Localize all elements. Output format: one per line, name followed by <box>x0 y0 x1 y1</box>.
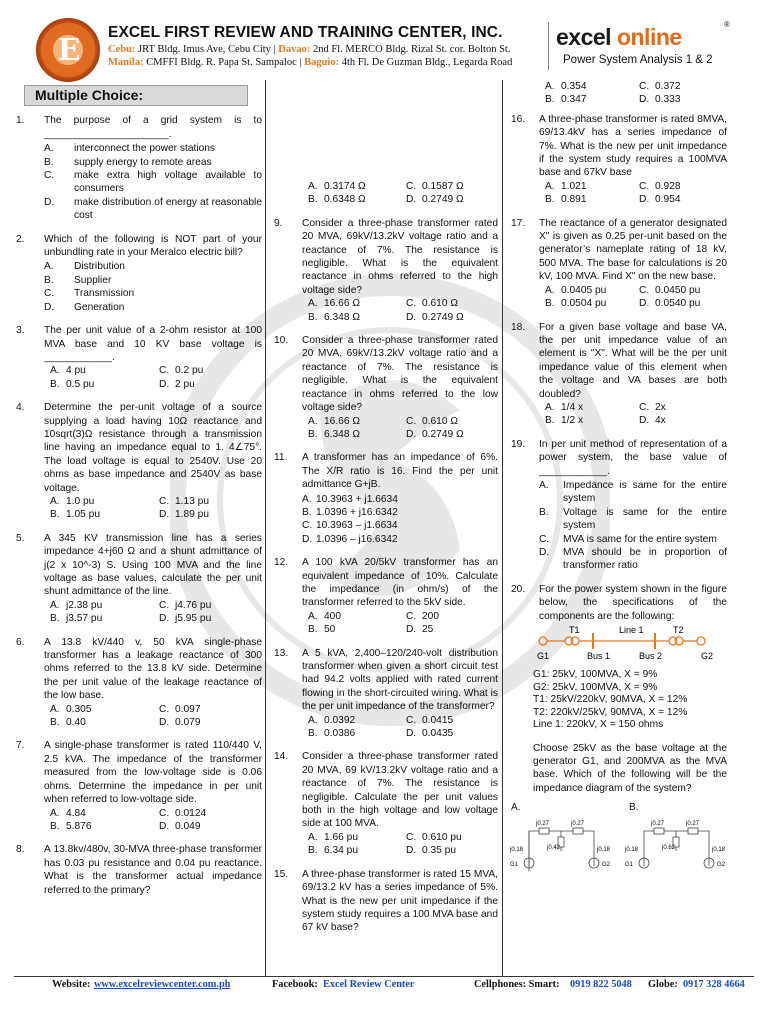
option-a: A. Impedance is same for the entire system <box>539 479 727 505</box>
question-19: 19. In per unit method of representation of a power system, the base value of ____________. A. Impedance is same for the entire system B. Voltage is same for the entire system C. MVA is same for the entire system D. MVA should be in proportion of transformer ratio <box>511 438 727 572</box>
g2-symbol <box>697 637 705 645</box>
option-a: A. 1/4 x <box>545 401 584 413</box>
svg-text:G1: G1 <box>510 862 519 869</box>
option-b: B. 0.347 <box>545 94 587 106</box>
option-b: B. 0.5 pu <box>50 378 95 390</box>
spec-t2: T2: 220kV/25kV, 90MVA, X = 12% <box>533 706 688 718</box>
question-18: 18. For a given base voltage and base VA, the per unit impedance value of an element is "X". What will be the per unit impedance value of this element when the voltage and VA bases are both doubled? A. 1/4 x C. 2x B. 1/2 x D. 4x <box>511 321 727 427</box>
manila-label: Manila: <box>108 57 144 68</box>
option-c: C. 0.610 Ω <box>406 298 458 310</box>
t2-winding-2 <box>675 637 683 645</box>
question-14: 14. Consider a three-phase transformer rated 20 MVA, 69 kV/13.2kV voltage ratio and a reactance of 7%. The resistance is negligible. Calculate the per unit values both in the high voltage and low voltage side at 100 MVA. A. 1.66 pu C. 0.610 pu B. 6.34 pu D. 0.35 pu <box>274 751 498 857</box>
question-8: 8. A 13.8kv/480v, 30-MVA three-phase transformer has 0.03 pu resistance and 0.04 pu reactance. What is the transformer actual impedance referred to the primary? <box>16 844 262 896</box>
cebu-address: JRT Bldg. Imus Ave, Cebu City | <box>135 44 279 55</box>
option-d: D. 0.049 <box>159 820 201 832</box>
subject-title: Power System Analysis 1 & 2 <box>563 54 713 66</box>
baguio-label: Baguio: <box>304 57 340 68</box>
facebook-link[interactable]: Excel Review Center <box>323 979 415 990</box>
diagram-a-label: A. <box>511 802 521 814</box>
option-d: D. MVA should be in proportion of transformer ratio <box>539 547 727 572</box>
option-a: A. interconnect the power stations <box>44 143 216 155</box>
option-a: A. Distribution <box>44 261 125 273</box>
option-c: C. 0.928 <box>639 180 681 192</box>
spec-line1: Line 1: 220kV, X = 150 ohms <box>533 719 664 731</box>
question-17: 17. The reactance of a generator designated X" is given as 0.25 per-unit based on the generator’s nameplate rating of 18 kV, 500 MVA. The base for calculations is 20 kV, 100 MVA. Find X" on the new base. A. 0.0405 pu C. 0.0450 pu B. 0.0504 pu D. 0.0540 pu <box>511 217 727 310</box>
option-d: D. Generation <box>44 301 125 313</box>
footer <box>0 976 768 992</box>
option-c: C. make extra high voltage available to consumers <box>44 170 262 195</box>
question-10: 10. Consider a three-phase transformer rated 20 MVA, 69kV/13.2kV voltage ratio and a reactance of 7%. The resistance is negligible. What is the equivalent reactance in ohms referred to the low voltage side? A. 16.66 Ω C. 0.610 Ω B. 6.348 Ω D. 0.2749 Ω <box>274 335 498 440</box>
option-a: A. 4.84 <box>50 807 86 819</box>
question-20-continued: Choose 25kV as the base voltage at the generator G1, and 200MVA as the MVA base. Which of the following will be the impedance diagram of the system? <box>533 742 727 794</box>
option-c: C. 10.3963 – j1.6634 <box>302 520 398 532</box>
option-a: A. 16.66 Ω <box>308 415 360 427</box>
option-b: B. 6.348 Ω <box>308 428 360 440</box>
option-c: C. 2x <box>639 401 666 413</box>
option-b: B. 50 <box>308 624 336 636</box>
option-d: D. 0.0435 <box>406 728 454 740</box>
option-b: B. 1.05 pu <box>50 509 100 521</box>
option-b: B. Supplier <box>44 274 112 286</box>
option-b: B. supply energy to remote areas <box>44 156 212 168</box>
option-d: D. 1.89 pu <box>159 509 209 521</box>
option-d: D. make distribution of energy at reasonable cost <box>44 196 262 222</box>
option-a: A. 1.66 pu <box>308 831 358 843</box>
svg-text:j0.27: j0.27 <box>651 821 665 828</box>
option-a: A. 0.0392 <box>308 714 356 726</box>
question-6: 6. A 13.8 kV/440 v, 50 kVA single-phase transformer has a leakage reactance of 300 ohms referred to the 13.8 kV side. Determine the per unit value of the leakage reactance of the low base. A. 0.305 C. 0.097 B. 0.40 D. 0.079 <box>16 636 262 729</box>
question-9: 9. Consider a three-phase transformer rated 20 MVA, 69kV/13.2kV voltage ratio and a reactance of 7%. The resistance is negligible. What is the equivalent reactance in ohms referred to the high voltage side? A. 16.66 Ω C. 0.610 Ω B. 6.348 Ω D. 0.2749 Ω <box>274 217 498 323</box>
option-d: D. 0.333 <box>639 94 681 106</box>
option-b: B. 6.34 pu <box>308 845 358 857</box>
facebook-label: Facebook: <box>272 979 318 990</box>
brand-logo: excel online <box>556 24 682 50</box>
question-8-options <box>272 180 498 207</box>
option-a: A. 0.0405 pu <box>545 284 607 296</box>
svg-text:j0.18: j0.18 <box>597 847 611 854</box>
svg-text:j0.62: j0.62 <box>662 845 676 852</box>
svg-text:j0.18: j0.18 <box>712 847 726 854</box>
t2-label: T2 <box>673 625 684 636</box>
g2-label: G2 <box>701 651 714 662</box>
spec-g1: G1: 25kV, 100MVA, X = 9% <box>533 669 658 681</box>
option-b: B. j3.57 pu <box>50 613 103 625</box>
option-d: D. 4x <box>639 415 666 427</box>
option-d: D. 0.2749 Ω <box>406 194 464 206</box>
svg-text:j0.18: j0.18 <box>510 847 524 854</box>
column-1 <box>14 80 262 907</box>
question-5: 5. A 345 KV transmission line has a series impedance 4+j60 Ω and a shunt admittance of j(2 x 10^-3) S. Using 100 MVA and the line voltage as base values, calculate the per unit shunt admittance of the line. A. j2.38 pu C. j4.76 pu B. j3.57 pu D. j5.95 pu <box>16 532 262 625</box>
option-c: C. 0.0415 <box>406 714 454 726</box>
option-b: B. 1.0396 + j16.6342 <box>302 506 398 518</box>
column-3 <box>509 80 727 881</box>
impedance-diagrams <box>509 801 727 881</box>
globe-number: 0917 328 4664 <box>683 979 745 990</box>
option-b: B. 1/2 x <box>545 415 584 427</box>
option-d: D. 0.35 pu <box>406 845 456 857</box>
power-system-figure <box>509 623 727 667</box>
website-link[interactable]: www.excelreviewcenter.com.ph <box>94 979 231 990</box>
website-label: Website: <box>52 979 91 990</box>
diagram-b-label: B. <box>629 802 639 814</box>
option-c: C. 0.372 <box>639 81 681 92</box>
header <box>0 0 768 76</box>
option-a: A. 0.3174 Ω <box>308 181 366 192</box>
bus1-label: Bus 1 <box>587 651 611 662</box>
option-a: A. 400 <box>308 610 341 622</box>
option-b: B. 6.348 Ω <box>308 311 360 323</box>
option-c: C. 0.610 Ω <box>406 415 458 427</box>
option-a: A. j2.38 pu <box>50 599 103 611</box>
phones-label: Cellphones: Smart: <box>474 979 560 990</box>
option-b: B. Voltage is same for the entire system <box>539 506 727 532</box>
question-12: 12. A 100 kVA 20/5kV transformer has an equivalent impedance of 10%. Calculate the impedance (in ohm/s) of the transformer referred to the 5kV side. A. 400 C. 200 B. 50 D. 25 <box>274 557 498 636</box>
address-line-2 <box>108 57 512 68</box>
header-divider <box>548 22 549 70</box>
option-b: B. 0.6348 Ω <box>308 194 366 206</box>
baguio-address: 4th Fl. De Guzman Bldg., Legarda Road <box>339 57 513 68</box>
diagram-b <box>624 811 729 881</box>
davao-label: Davao: <box>278 44 311 55</box>
spec-g2: G2: 25kV, 100MVA, X = 9% <box>533 681 658 693</box>
question-16: 16. A three-phase transformer is rated 8MVA, 69/13.4kV has a series impedance of 7%. What is the new per unit impedance if the system study requires a 100MVA base and 67kV base A. 1.021 C. 0.928 B. 0.891 D. 0.954 <box>511 113 727 206</box>
t1-label: T1 <box>569 625 580 636</box>
svg-text:j0.27: j0.27 <box>536 821 550 828</box>
svg-text:G1: G1 <box>625 862 634 869</box>
t1-winding-2 <box>571 637 579 645</box>
option-c: C. 0.0124 <box>159 807 207 819</box>
option-c: C. MVA is same for the entire system <box>539 533 717 545</box>
svg-text:G2: G2 <box>602 862 611 869</box>
option-a: A. 4 pu <box>50 365 86 377</box>
option-d: D. 2 pu <box>159 378 195 390</box>
question-11: 11. A transformer has an impedance of 6%. The X/R ratio is 16. Find the per unit admittance G+jB. A. 10.3963 + j1.6634 B. 1.0396 + j16.6342 C. 10.3963 – j1.6634 D. 1.0396 – j16.6342 <box>274 452 498 545</box>
option-c: C. Transmission <box>44 288 135 300</box>
option-d: D. j5.95 pu <box>159 613 212 625</box>
option-d: D. 0.0540 pu <box>639 298 701 310</box>
svg-text:j0.18: j0.18 <box>625 847 639 854</box>
svg-text:j0.27: j0.27 <box>571 821 585 828</box>
component-specs <box>509 669 727 732</box>
option-c: C. 0.2 pu <box>159 365 204 377</box>
option-c: C. j4.76 pu <box>159 599 212 611</box>
option-c: C. 1.13 pu <box>159 495 209 507</box>
option-a: A. 0.354 <box>545 81 587 92</box>
question-15-options <box>509 80 727 107</box>
option-d: D. 0.954 <box>639 194 681 206</box>
excel-logo: E <box>36 18 100 82</box>
question-13: 13. A 5 kVA, 2,400–120/240-volt distribution transformer when given a short circuit test had 94.2 volts applied with rated current flowing in the short-circuited wiring. What is the per unit impedance of the transformer? A. 0.0392 C. 0.0415 B. 0.0386 D. 0.0435 <box>274 647 498 740</box>
manila-address: CMFFI Bldg. R. Papa St. Sampaloc | <box>143 57 305 68</box>
smart-number: 0919 822 5048 <box>570 979 632 990</box>
option-a: A. 1.0 pu <box>50 495 95 507</box>
option-c: C. 200 <box>406 610 439 622</box>
org-name: EXCEL FIRST REVIEW AND TRAINING CENTER, INC. <box>108 24 503 41</box>
option-a: A. 10.3963 + j1.6634 <box>302 493 398 505</box>
option-b: B. 5.876 <box>50 820 92 832</box>
option-d: D. 25 <box>406 624 434 636</box>
address-line-1 <box>108 44 510 55</box>
diagram-a <box>509 811 614 881</box>
question-20: 20. For the power system shown in the figure below, the specifications of the components are the following: <box>511 583 727 622</box>
option-a: A. 0.305 <box>50 703 92 715</box>
g1-label: G1 <box>537 651 550 662</box>
davao-address: 2nd Fl. MERCO Bldg. Rizal St. cor. Bolton St. <box>310 44 511 55</box>
svg-text:j0.42: j0.42 <box>547 845 561 852</box>
option-c: C. 0.0450 pu <box>639 284 701 296</box>
section-title: Multiple Choice: <box>24 85 248 106</box>
option-c: C. 0.097 <box>159 703 201 715</box>
option-b: B. 0.891 <box>545 194 587 206</box>
bus2-label: Bus 2 <box>639 651 663 662</box>
question-4: 4. Determine the per-unit voltage of a source supplying a load having 10Ω reactance and 10sqrt(3)Ω resistance through a transmission line having an impedance equal to 1. 4∠75°. The load voltage is equal to 2540V. Use 20 ohms as base impedance and 2540V as base voltage. A. 1.0 pu C. 1.13 pu B. 1.05 pu D. 1.89 pu <box>16 402 262 521</box>
question-3: 3. The per unit value of a 2-ohm resistor at 100 MVA base and 10 KV base voltage is ____________. A. 4 pu C. 0.2 pu B. 0.5 pu D. 2 pu <box>16 325 262 390</box>
option-a: A. 16.66 Ω <box>308 298 360 310</box>
line1-label: Line 1 <box>619 625 644 636</box>
option-d: D. 0.079 <box>159 717 201 729</box>
question-1: 1. The purpose of a grid system is to ______________________. A. interconnect the power stations B. supply energy to remote areas C. make extra high voltage available to consumers D. make distribution of energy at reasonable cost <box>16 115 262 222</box>
option-b: B. 0.0386 <box>308 728 356 740</box>
question-2: 2. Which of the following is NOT part of your unbundling rate in your Meralco electric bill? A. Distribution B. Supplier C. Transmission D. Generation <box>16 233 262 313</box>
option-a: A. 1.021 <box>545 180 587 192</box>
option-d: D. 1.0396 – j16.6342 <box>302 533 398 545</box>
column-divider <box>502 80 503 976</box>
option-b: B. 0.0504 pu <box>545 298 607 310</box>
globe-label: Globe: <box>648 979 678 990</box>
option-c: C. 0.1587 Ω <box>406 181 464 192</box>
question-15: 15. A three-phase transformer is rated 15 MVA, 69/13.2 kV has a series impedance of 5%. What is the new per unit impedance if the system study requires a 100 MVA base and 67 kV base? <box>274 868 498 934</box>
question-7: 7. A single-phase transformer is rated 110/440 V, 2.5 kVA. The impedance of the transformer measured from the low-voltage side is 0.06 ohms. Determine the impedance in per unit when referred to low-voltage side. A. 4.84 C. 0.0124 B. 5.876 D. 0.049 <box>16 740 262 832</box>
g1-symbol <box>539 637 547 645</box>
column-2 <box>272 80 498 945</box>
svg-text:G2: G2 <box>717 862 726 869</box>
option-b: B. 0.40 <box>50 717 86 729</box>
cebu-label: Cebu: <box>108 44 136 55</box>
option-c: C. 0.610 pu <box>406 831 462 843</box>
svg-text:j0.27: j0.27 <box>686 821 700 828</box>
option-d: D. 0.2749 Ω <box>406 428 464 440</box>
registered-mark: ® <box>724 20 730 29</box>
column-divider <box>265 80 266 976</box>
option-d: D. 0.2749 Ω <box>406 311 464 323</box>
spec-t1: T1: 25kV/220kV, 90MVA, X = 12% <box>533 694 688 706</box>
